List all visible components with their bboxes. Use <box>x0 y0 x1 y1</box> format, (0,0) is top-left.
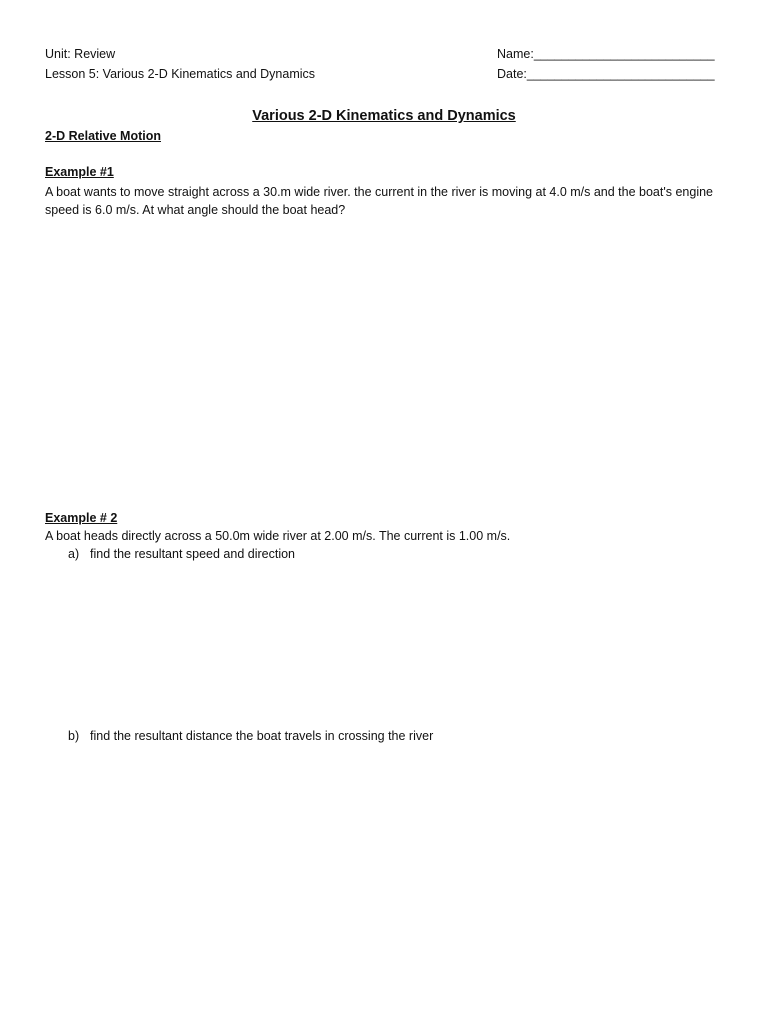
lesson-label: Lesson 5: Various 2-D Kinematics and Dynamics <box>45 67 316 81</box>
name-field: Name:__________________________ <box>497 47 715 61</box>
question-b-letter: b) <box>68 729 80 743</box>
question-a-letter: a) <box>68 547 80 561</box>
date-field: Date:___________________________ <box>497 67 715 81</box>
example-1-heading: Example #1 <box>45 165 114 179</box>
section-heading: 2-D Relative Motion <box>45 129 161 143</box>
question-a <box>68 547 295 561</box>
example-1-text: A boat wants to move straight across a 30.m wide river. the current in the river is moving at 4.0 m/s and the boat's engine speed is 6.0 m/s. At what angle should the boat head? <box>45 185 713 217</box>
unit-label: Unit: Review <box>45 47 116 61</box>
example-2-heading: Example # 2 <box>45 511 118 525</box>
question-a-text: find the resultant speed and direction <box>90 547 295 561</box>
question-b-text: find the resultant distance the boat travels in crossing the river <box>90 729 434 743</box>
question-b <box>68 729 433 743</box>
example-2-text: A boat heads directly across a 50.0m wide river at 2.00 m/s. The current is 1.00 m/s. <box>45 529 511 543</box>
page-title: Various 2-D Kinematics and Dynamics <box>252 108 516 124</box>
